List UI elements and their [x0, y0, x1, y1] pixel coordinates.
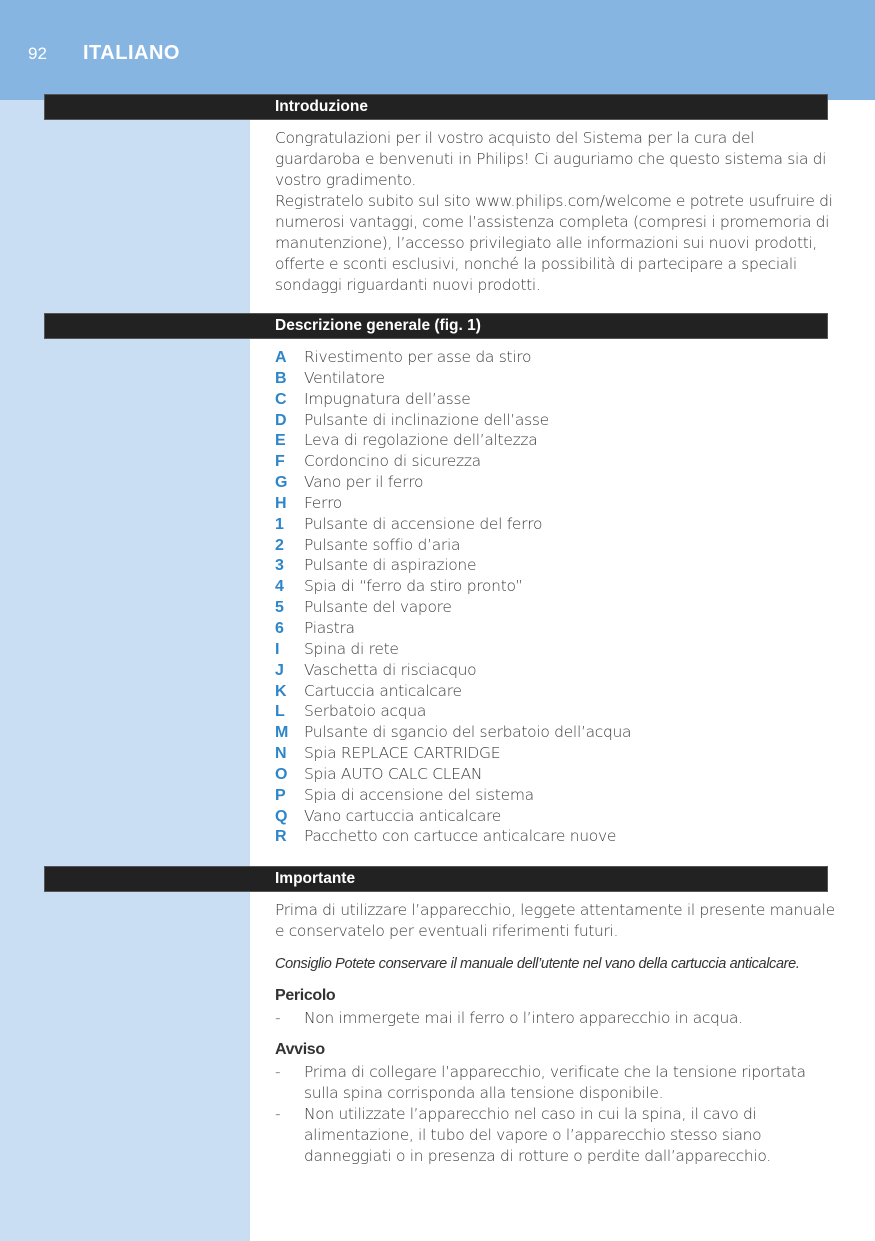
- part-key: 4: [275, 578, 284, 596]
- list-item: [275, 743, 835, 764]
- list-item: [275, 535, 835, 556]
- part-label: Pulsante di accensione del ferro: [304, 514, 543, 533]
- part-label: Leva di regolazione dell’altezza: [304, 431, 538, 450]
- page-number: 92: [28, 44, 47, 63]
- part-label: Vano cartuccia anticalcare: [304, 806, 502, 825]
- list-item: [275, 1062, 835, 1104]
- part-label: Spia di “ferro da stiro pronto”: [304, 577, 523, 596]
- section-title-overview: Descrizione generale (fig. 1): [275, 317, 481, 334]
- list-item: [275, 660, 835, 681]
- list-item: [275, 410, 835, 431]
- part-key: M: [275, 724, 289, 742]
- part-key: D: [275, 411, 287, 429]
- part-key: B: [275, 369, 287, 387]
- language-title: ITALIANO: [83, 42, 180, 64]
- bullet-text: Prima di collegare l’apparecchio, verificate che la tensione riportata sulla spina corrisponda alla tensione disponibile.: [304, 1063, 806, 1102]
- part-label: Vaschetta di risciacquo: [304, 660, 477, 679]
- part-label: Pulsante di sgancio del serbatoio dell’acqua: [304, 723, 632, 742]
- part-key: Q: [275, 807, 288, 825]
- list-item: [275, 826, 835, 847]
- list-item: [275, 514, 835, 535]
- part-key: E: [275, 432, 286, 450]
- part-key: O: [275, 765, 288, 783]
- part-label: Vano per il ferro: [304, 473, 424, 492]
- part-label: Cartuccia anticalcare: [304, 681, 462, 700]
- part-label: Pacchetto con cartucce anticalcare nuove: [304, 827, 617, 846]
- part-key: R: [275, 828, 287, 846]
- bullet-text: Non immergete mai il ferro o l’intero apparecchio in acqua.: [304, 1009, 743, 1027]
- bullet-text: Non utilizzate l’apparecchio nel caso in cui la spina, il cavo di alimentazione, il tubo del vapore o l’apparecchio stesso siano danneggiati o in presenza di rotture o perdite dall’apparecchio.: [304, 1105, 771, 1165]
- list-item: [275, 368, 835, 389]
- part-key: J: [275, 661, 284, 679]
- part-key: C: [275, 390, 287, 408]
- list-item: [275, 576, 835, 597]
- part-key: 3: [275, 557, 284, 575]
- part-label: Rivestimento per asse da stiro: [304, 348, 532, 366]
- list-item: [275, 493, 835, 514]
- list-item: [275, 639, 835, 660]
- parts-list: [275, 347, 835, 847]
- part-key: N: [275, 745, 287, 763]
- bullet-dash: -: [275, 1063, 281, 1081]
- part-label: Impugnatura dell’asse: [304, 389, 471, 408]
- danger-heading: Pericolo: [275, 987, 336, 1004]
- section-title-important: Importante: [275, 870, 356, 887]
- warning-list: [275, 1062, 835, 1167]
- list-item: [275, 1008, 835, 1029]
- part-key: P: [275, 786, 286, 804]
- list-item: [275, 1104, 835, 1167]
- part-key: G: [275, 474, 288, 492]
- part-key: 1: [275, 515, 284, 533]
- bullet-dash: -: [275, 1009, 281, 1027]
- part-label: Piastra: [304, 618, 355, 637]
- list-item: [275, 597, 835, 618]
- part-key: 2: [275, 536, 284, 554]
- section-bar-intro: [44, 94, 828, 120]
- list-item: [275, 451, 835, 472]
- part-key: L: [275, 703, 285, 721]
- list-item: [275, 389, 835, 410]
- list-item: [275, 430, 835, 451]
- part-label: Spia AUTO CALC CLEAN: [304, 764, 483, 783]
- left-margin-column: [0, 100, 250, 1241]
- tip-note: Consiglio Potete conservare il manuale dell’utente nel vano della cartuccia anticalcare.: [275, 956, 800, 972]
- list-item: [275, 618, 835, 639]
- part-label: Pulsante di inclinazione dell’asse: [304, 410, 549, 429]
- part-label: Spia di accensione del sistema: [304, 785, 534, 804]
- list-item: [275, 785, 835, 806]
- danger-list: [275, 1008, 835, 1029]
- bullet-dash: -: [275, 1105, 281, 1123]
- list-item: [275, 347, 835, 368]
- part-key: F: [275, 453, 285, 471]
- part-key: A: [275, 349, 287, 366]
- intro-paragraph: Congratulazioni per il vostro acquisto del Sistema per la cura del guardaroba e benvenuti in Philips! Ci auguriamo che questo sistema sia di vostro gradimento.: [275, 129, 827, 189]
- part-key: H: [275, 494, 287, 512]
- list-item: [275, 701, 835, 722]
- part-key: K: [275, 682, 287, 700]
- section-bar-important: [44, 866, 828, 892]
- part-label: Serbatoio acqua: [304, 702, 427, 721]
- part-label: Pulsante di aspirazione: [304, 556, 477, 575]
- part-key: I: [275, 640, 280, 658]
- list-item: [275, 681, 835, 702]
- list-item: [275, 806, 835, 827]
- part-key: 5: [275, 599, 284, 617]
- list-item: [275, 722, 835, 743]
- part-label: Spina di rete: [304, 639, 399, 658]
- warning-heading: Avviso: [275, 1041, 325, 1058]
- intro-text: [275, 128, 835, 296]
- part-label: Cordoncino di sicurezza: [304, 452, 481, 471]
- section-bar-overview: [44, 313, 828, 339]
- part-label: Spia REPLACE CARTRIDGE: [304, 744, 501, 763]
- part-label: Pulsante soffio d’aria: [304, 535, 461, 554]
- list-item: [275, 555, 835, 576]
- page-header-band: [0, 0, 875, 100]
- section-title-intro: Introduzione: [275, 98, 368, 115]
- list-item: [275, 472, 835, 493]
- part-key: 6: [275, 619, 284, 637]
- part-label: Ferro: [304, 493, 342, 512]
- intro-paragraph: Registratelo subito sul sito www.philips.com/welcome e potrete usufruire di numerosi vantaggi, come l’assistenza completa (compresi i promemoria di manutenzione), l’accesso privilegiato alle informazioni sui nuovi prodotti, offerte e sconti esclusivi, nonché la possibilità di partecipare a speciali sondaggi riguardanti nuovi prodotti.: [275, 192, 833, 294]
- important-text: [275, 900, 835, 1167]
- important-intro: Prima di utilizzare l’apparecchio, leggete attentamente il presente manuale e conservatelo per eventuali riferimenti futuri.: [275, 901, 835, 940]
- part-label: Pulsante del vapore: [304, 598, 452, 617]
- list-item: [275, 764, 835, 785]
- part-label: Ventilatore: [304, 368, 385, 387]
